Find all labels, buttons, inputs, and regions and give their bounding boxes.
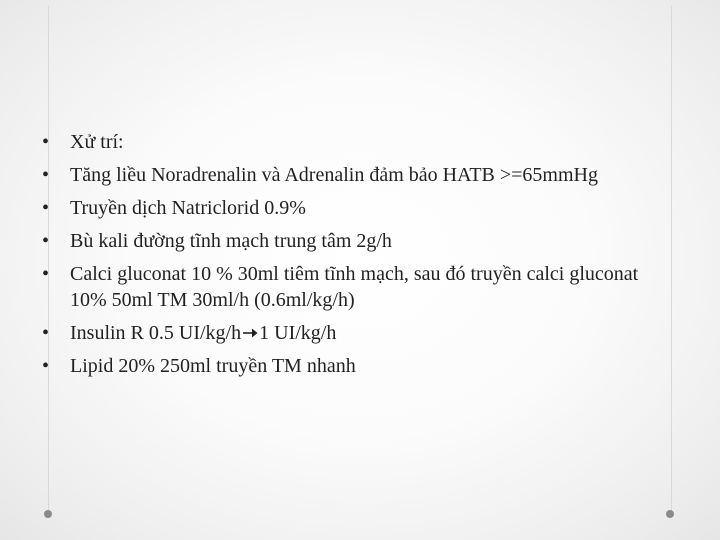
bullet-item (42, 261, 672, 313)
bullet-marker: • (42, 131, 50, 153)
bullet-list (42, 129, 672, 379)
bullet-marker: • (42, 230, 50, 252)
slide-content (42, 129, 672, 386)
bullet-marker: • (42, 263, 50, 285)
bullet-item (42, 228, 672, 254)
bullet-item (42, 162, 672, 188)
bullet-text: Bù kali đường tĩnh mạch trung tâm 2g/h (70, 230, 392, 252)
bullet-text: Lipid 20% 250ml truyền TM nhanh (70, 355, 356, 377)
bullet-text: Calci gluconat 10 % 30ml tiêm tĩnh mạch, sau đó truyền calci gluconat 10% 50ml TM 30ml/h (0.6ml/kg/h) (70, 263, 639, 311)
bullet-item (42, 320, 672, 346)
bullet-text-after-arrow: 1 UI/kg/h (259, 322, 337, 344)
bullet-marker: • (42, 355, 50, 377)
bullet-text: Tăng liều Noradrenalin và Adrenalin đảm bảo HATB >=65mmHg (70, 164, 598, 186)
corner-dot-right (666, 510, 674, 518)
bullet-text: Xử trí: (70, 131, 124, 153)
bullet-text: Truyền dịch Natriclorid 0.9% (70, 197, 306, 219)
bullet-text-before-arrow: Insulin R 0.5 UI/kg/h (70, 322, 242, 344)
bullet-item (42, 129, 672, 155)
arrow-right-icon (242, 326, 258, 340)
bullet-marker: • (42, 164, 50, 186)
bullet-item (42, 353, 672, 379)
bullet-marker: • (42, 322, 50, 344)
corner-dot-left (44, 510, 52, 518)
bullet-marker: • (42, 197, 50, 219)
bullet-item (42, 195, 672, 221)
